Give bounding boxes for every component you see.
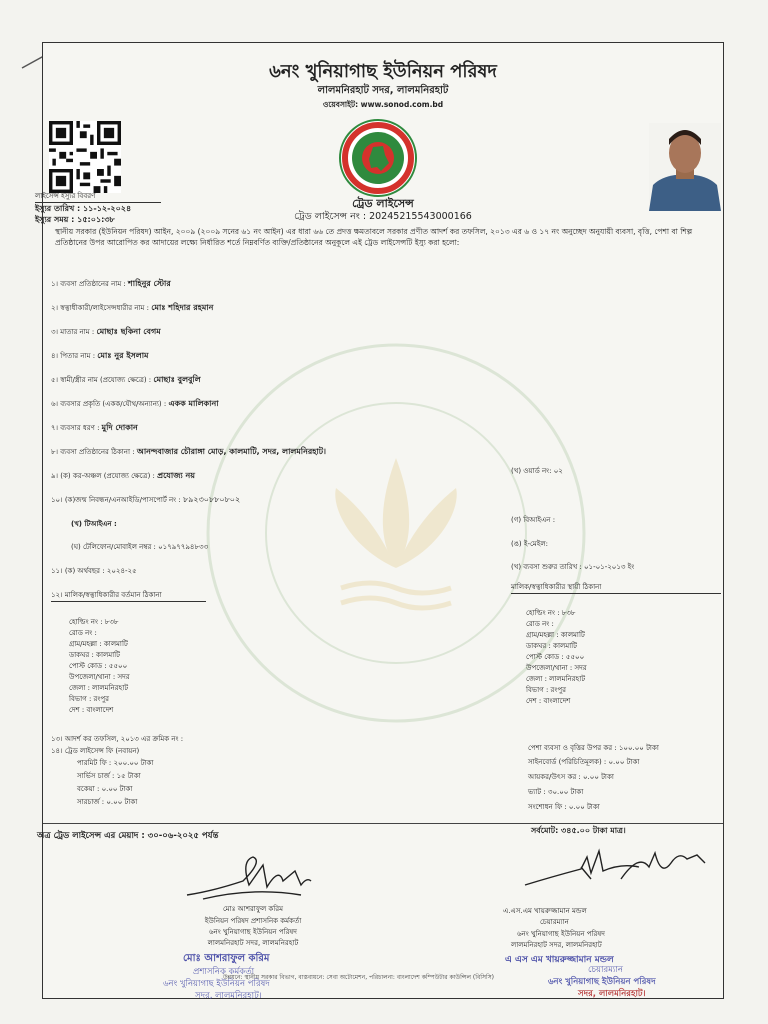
license-number: ট্রেড লাইসেন্স নং : 20245215543000166 (294, 211, 472, 222)
field-spouse-name: ৫। স্বামী/স্ত্রীর নাম (প্রযোজ্য ক্ষেত্রে) : মোছাঃ বুলবুলি (51, 375, 201, 384)
fee-total: সর্বমোট: ৩৪৫.০০ টাকা মাত্র। (531, 826, 626, 835)
trade-license-fee-heading: ১৪। ট্রেড লাইসেন্স ফি (নবায়ন) (51, 747, 140, 755)
field-tax-zone: ৯। (ক) কর-অঞ্চল (প্রযোজ্য ক্ষেত্রে) : প্রযোজ্য নয় (51, 471, 195, 480)
admin-officer-signature (183, 851, 313, 901)
permanent-post-code: পোস্ট কোড : ৫৫০০ (526, 653, 585, 661)
fee-signboard: সাইনবোর্ড (পরিচিতিমূলক) : ০.০০ টাকা (528, 758, 640, 766)
admin-officer-stamp-location: সদর, লালমনিরহাট। (195, 991, 262, 1001)
council-title: ৬নং খুনিয়াগাছ ইউনিয়ন পরিষদ (269, 61, 497, 82)
permanent-division: বিভাগ : রংপুর (526, 686, 567, 694)
present-district: জেলা : লালমনিরহাট (69, 684, 129, 692)
present-country: দেশ : বাংলাদেশ (69, 706, 114, 714)
present-post-office: ডাকঘর : কালমাটি (69, 651, 120, 659)
chairman-designation: চেয়ারম্যান (540, 918, 569, 926)
license-frame (35, 42, 724, 1001)
admin-officer-union: ৬নং খুনিয়াগাছ ইউনিয়ন পরিষদ (209, 928, 297, 936)
license-intro-paragraph: স্থানীয় সরকার (ইউনিয়ন পরিষদ) আইন, ২০০৯ (২০০৯ সনের ৬১ নং আইন) এর ধারা ৬৬ তে প্রদত্ত ক্ষমতাবলে সরকার প্রণীত আদর্শ কর তফসিল, ২০১৩ এর ৬ ও ১৭ নং অনুচ্ছেদ অনুযায়ী ব্যবসা, বৃত্তি, পেশা বা শিল্প প্রতিষ্ঠানের উপর আরোপিত কর আদায়ের লক্ষ্যে নির্ধারিত শর্তে নিম্নবর্ণিত ব্যক্তি/প্রতিষ্ঠানের অনুকূলে এই ট্রেড লাইসেন্সটি ইস্যু করা হলো: (55, 227, 693, 247)
field-start-date: (খ) ব্যবসা শুরুর তারিখ : ০১-০১-২০১৩ ইং (511, 563, 635, 571)
present-post-code: পোস্ট কোড : ৫৫০০ (69, 662, 128, 670)
admin-officer-stamp-union: ৬নং খুনিয়াগাছ ইউনিয়ন পরিষদ (163, 979, 270, 989)
field-ward: (খ) ওয়ার্ড নং: ০২ (511, 467, 563, 475)
permanent-district: জেলা : লালমনিরহাট (526, 675, 586, 683)
permanent-road: রোড নং : (526, 620, 554, 628)
admin-officer-designation: ইউনিয়ন পরিষদ প্রশাসনিক কর্মকর্তা (204, 917, 302, 925)
permanent-country: দেশ : বাংলাদেশ (526, 697, 571, 705)
issue-time: ইস্যুর সময় : ১৫:০১:৩৮ (35, 215, 115, 224)
fees-divider (43, 823, 723, 824)
council-website: ওয়েবসাইট: www.sonod.com.bd (322, 100, 444, 109)
present-holding: হোল্ডিং নং : ৮৩৮ (69, 618, 119, 626)
field-phone: (ঘ) টেলিফোন/মোবাইল নম্বর : ০১৭৯৭৭৯৪৮৩৩ (71, 543, 209, 551)
present-address-heading: ১২। মালিক/স্বত্বাধিকারীর বর্তমান ঠিকানা (51, 589, 206, 602)
fee-income-tax: আয়কর/উৎস কর : ০.০০ টাকা (528, 773, 614, 781)
fee-permit: পারমিট ফি : ২০০.০০ টাকা (77, 759, 154, 767)
present-village: গ্রাম/মহল্লা : কালমাটি (69, 640, 128, 648)
chairman-stamp-union: ৬নং খুনিয়াগাছ ইউনিয়ন পরিষদ (548, 977, 656, 987)
permanent-village: গ্রাম/মহল্লা : কালমাটি (526, 631, 585, 639)
council-address: লালমনিরহাট সদর, লালমনিরহাট (317, 85, 449, 96)
admin-officer-stamp-designation: প্রশাসনিক কর্মকর্তা (193, 967, 255, 977)
field-father-name: ৪। পিতার নাম : মোঃ নুর ইসলাম (51, 351, 149, 360)
present-upazila: উপজেলা/থানা : সদর (69, 673, 130, 681)
chairman-stamp-location: সদর, লালমনিরহাট। (578, 989, 646, 999)
field-owner-name: ২। স্বত্বাধীকারী/লাইসেন্সধারীর নাম : মোঃ শহিদার রহমান (51, 303, 214, 312)
present-road: রোড নং : (69, 629, 97, 637)
field-mother-name: ৩। মাতার নাম : মোছাঃ ছকিনা বেগম (51, 327, 161, 336)
fee-service-charge: সার্ভিস চার্জ : ১৫ টাকা (77, 772, 141, 780)
field-bin: (গ) বিআইএন : (511, 516, 556, 524)
qr-code (49, 121, 121, 193)
issue-date: ইস্যুর তারিখ : ১১-১২-২০২৪ (35, 204, 132, 213)
document-title: ট্রেড লাইসেন্স (352, 197, 414, 210)
footer-credit: উন্নয়নে: স্থানীয় সরকার বিভাগ, বাস্তবায়নে: সেবা অটোমেশন, পরিচালনা: বাংলাদেশ কম্পিউটার কাউন্সিল (বিসিসি) (223, 974, 495, 981)
fee-correction: সংশোধন ফি : ০.০০ টাকা (528, 803, 600, 811)
chairman-stamp-name: এ এস এম খায়রুজ্জামান মন্ডল (505, 955, 614, 965)
chairman-name: এ.এস.এম খায়রুজ্জামান মন্ডল (503, 907, 587, 915)
chairman-signature (521, 833, 711, 893)
field-nid: ১০। (ক)জন্ম নিবন্ধন/এনআইডি/পাসপোর্ট নং : ৮৯২৩০৮৮০৮০২ (51, 495, 241, 504)
chairman-stamp-designation: চেয়ারম্যান (588, 965, 623, 975)
permanent-holding: হোল্ডিং নং : ৮৩৮ (526, 609, 576, 617)
field-email: (ঙ) ই-মেইল: (511, 540, 548, 548)
field-tin: (খ) টিআইএন : (71, 520, 117, 528)
admin-officer-name: মোঃ আশরাফুল করিম (222, 905, 284, 913)
fee-profession-tax: পেশা ব্যবসা ও বৃত্তির উপর কর : ১০০.০০ টাকা (528, 744, 659, 752)
permanent-post-office: ডাকঘর : কালমাটি (526, 642, 577, 650)
field-business-nature: ৬। ব্যবসার প্রকৃতি (একক/যৌথ/অন্যান্য) : একক মালিকানা (51, 399, 219, 408)
field-fiscal-year: ১১। (ক) অর্থবছর : ২০২৪-২৫ (51, 567, 137, 575)
fee-vat: ভ্যাট : ৩০.০০ টাকা (528, 788, 584, 796)
permanent-address-heading: মালিক/স্বত্বাধিকারীর স্থায়ী ঠিকানা (511, 581, 721, 594)
permanent-upazila: উপজেলা/থানা : সদর (526, 664, 587, 672)
chairman-union: ৬নং খুনিয়াগাছ ইউনিয়ন পরিষদ (517, 930, 605, 938)
tax-schedule-serial: ১৩। আদর্শ কর তফসিল, ২০১৩ এর ক্রমিক নং : (51, 735, 184, 743)
admin-officer-location: লালমনিরহাট সদর, লালমনিরহাট (207, 939, 299, 947)
admin-officer-stamp-name: মোঃ আশরাফুল করিম (183, 953, 270, 964)
fee-surcharge: সারচার্জ : ০.০০ টাকা (77, 798, 138, 806)
fee-arrears: বকেয়া : ০.০০ টাকা (77, 785, 133, 793)
government-seal (333, 113, 423, 203)
license-validity: অত্র ট্রেড লাইসেন্স এর মেয়াদ : ৩০-০৬-২০২৫ পর্যন্ত (37, 831, 219, 841)
present-division: বিভাগ : রংপুর (69, 695, 110, 703)
field-business-name: ১। ব্যবসা প্রতিষ্ঠানের নাম : শাহিনুর স্টোর (51, 279, 171, 288)
issue-heading: লাইসেন্স ইস্যুর বিবরণ (35, 190, 161, 203)
field-business-type: ৭। ব্যবসার ধরণ : মুদি দোকান (51, 423, 138, 432)
field-business-address: ৮। ব্যবসা প্রতিষ্ঠানের ঠিকানা : আনন্দবাজার চৌরাঙ্গা মোড়, কালমাটি, সদর, লালমনিরহাট। (51, 447, 327, 456)
chairman-location: লালমনিরহাট সদর, লালমনিরহাট (511, 941, 602, 949)
